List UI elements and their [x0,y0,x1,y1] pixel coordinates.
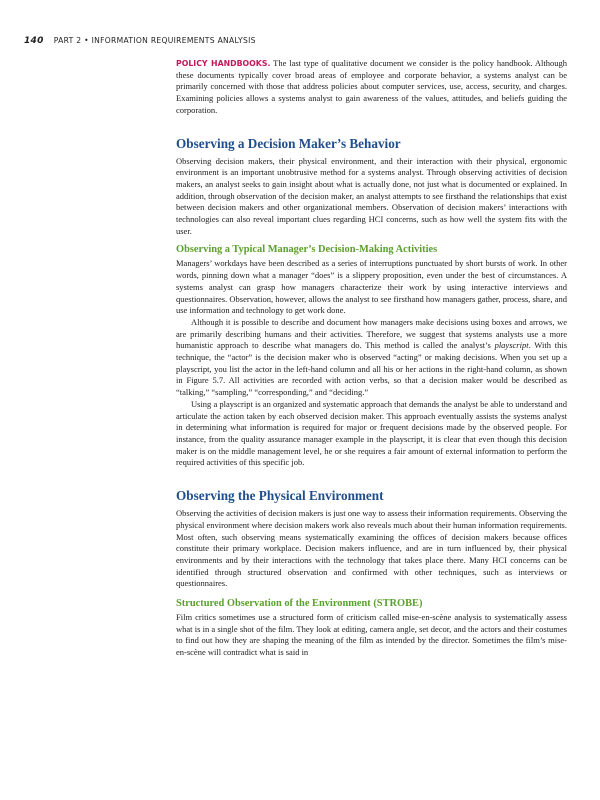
policy-paragraph [176,58,567,117]
subsection-heading-manager-activities: Observing a Typical Manager’s Decision-Making Activities [176,244,438,256]
section-paragraph-decision-maker: Observing decision makers, their physical environment, and their interaction with their physical, ergonomic environment is an important unobtrusive method for a systems analyst. Through observing activities of decision makers, an analyst seeks to gain insight about what is actually done, not just what is documented or explained. In addition, through observation of the decision maker, an analyst attempts to see firsthand the relationships that exist between decision makers and other organizational members. Observation of decision makers’ interactions with technologies can also reveal important clues regarding HCI concerns, such as how well the system fits with the user. [176,155,567,236]
strobe-paragraph: Film critics sometimes use a structured form of criticism called mise-en-scène analysis to systematically assess what is in a single shot of the film. They look at editing, camera angle, set decor, and the actors and their costumes to find out how they are shaping the meaning of the film as intended by the director. Sometimes the film’s mise-en-scène will contradict what is said in [176,612,567,658]
policy-runin-head: POLICY HANDBOOKS. [176,59,271,68]
running-head [24,36,256,46]
manager-paragraph-3: Using a playscript is an organized and systematic approach that demands the analyst be able to understand and articulate the action taken by each observed decision maker. This approach eventually assists the systems analyst in determining what information is required for major or frequent decisions made by the observed people. For instance, from the quality assurance manager example in the playscript, it is clear that even though this decision maker is on the middle management level, he or she requires a fair amount of external information to perform the required activities of this specific job. [176,398,567,468]
section-heading-physical-environment: Observing the Physical Environment [176,488,384,504]
running-title: PART 2 • INFORMATION REQUIREMENTS ANALYSIS [53,36,256,45]
manager-paragraph-2-end: . With this technique, the “actor” is the decision maker who is observed “acting” or making decisions. When you set up a playscript, you list the actor in the left-hand column and all his or her actions in the right-hand column, as shown in Figure 5.7. All activities are recorded with action verbs, so that a decision maker would be described as “talking,” “sampling,” “corresponding,” and “deciding.” [176,340,567,398]
subsection-heading-strobe: Structured Observation of the Environment (STROBE) [176,598,423,610]
manager-paragraph-2 [176,317,567,399]
section-paragraph-physical-environment: Observing the activities of decision makers is just one way to assess their information requirements. Observing the physical environment where decision makers work also reveals much about their human information requirements. Most often, such observing means systematically examining the offices of decision makers because offices constitute their primary workplace. Decision makers influence, and are in turn influenced by, their physical environments and by their interactions with the technology that takes place there. Many HCI concerns can be identified through structured observation and confirmed with other techniques, such as interviews or questionnaires. [176,508,567,589]
manager-paragraph-1: Managers’ workdays have been described as a series of interruptions punctuated by short bursts of work. In other words, pinning down what a manager “does” is a slippery proposition, even under the best of circumstances. A systems analyst can grasp how managers characterize their work by using interactive interviews and questionnaires. Observation, however, allows the analyst to see firsthand how managers gather, process, share, and use information and technology to get work done. [176,258,567,316]
policy-text: The last type of qualitative document we consider is the policy handbook. Although these documents typically cover broad areas of employee and corporate behavior, a systems analyst can be primarily concerned with those that address policies about computer services, use, access, security, and charges. Examining policies allows a systems analyst to gain awareness of the values, attitudes, and beliefs guiding the corporation. [176,58,567,115]
manager-paragraph-2-start: Although it is possible to describe and document how managers make decisions using boxes and arrows, we are primarily describing humans and their activities. Therefore, we suggest that systems analysts use a more humanistic approach to describe what managers do. This method is called the analyst’s [176,316,567,351]
page-number: 140 [24,36,44,46]
body-text [176,58,567,659]
playscript-term: playscript [494,340,529,351]
section-heading-decision-maker: Observing a Decision Maker’s Behavior [176,135,401,151]
